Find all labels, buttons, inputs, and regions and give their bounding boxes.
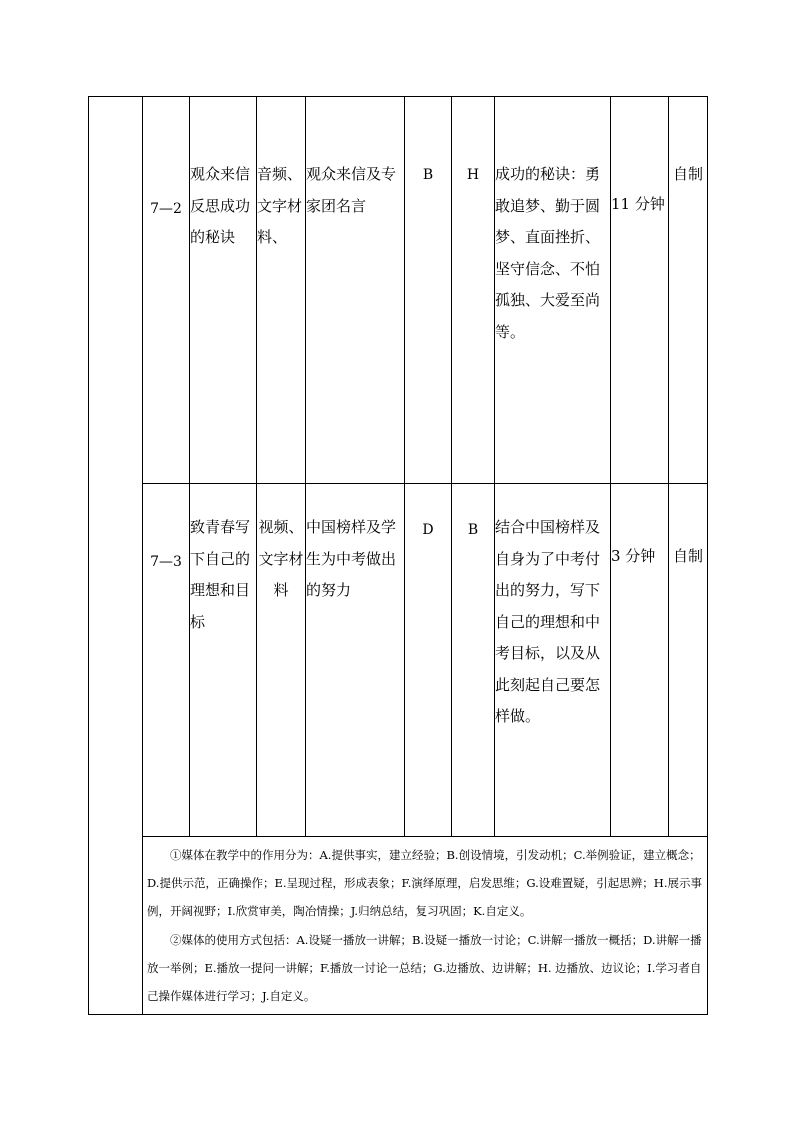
row-id: 7—2 [143,97,190,484]
media-content: 观众来信及专家团名言 [306,97,405,484]
media-plan-table [88,96,708,1015]
row-id: 7—3 [143,484,190,837]
notes-cell [143,837,708,1015]
expected-result: 结合中国榜样及自身为了中考付出的努力，写下自己的理想和中考目标，以及从此刻起自己要怎样做。 [495,484,611,837]
media-source: 自制 [669,97,708,484]
time-used: 11 分钟 [611,97,669,484]
teaching-content: 致青春写下自己的理想和目标 [190,484,257,837]
media-usage: B [452,484,495,837]
note-media-role: ①媒体在教学中的作用分为：A.提供事实，建立经验；B.创设情境，引发动机；C.举例验证，建立概念；D.提供示范，正确操作；E.呈现过程，形成表象；F.演绎原理，启发思维；G.设难置疑，引起思辨；H.展示事例，开阔视野；I.欣赏审美，陶冶情操；J.归纳总结，复习巩固；K.自定义。 [147,848,702,918]
media-content: 中国榜样及学生为中考做出的努力 [306,484,405,837]
media-type: 视频、文字材料 [257,484,306,837]
note-media-usage: ②媒体的使用方式包括：A.设疑一播放一讲解；B.设疑一播放一讨论；C.讲解一播放一概括；D.讲解一播放一举例；E.播放一提问一讲解；F.播放一讨论一总结；G.边播放、边讲解；H. 边播放、边议论；I.学习者自己操作媒体进行学习；J.自定义。 [147,933,702,1003]
media-source: 自制 [669,484,708,837]
time-used: 3 分钟 [611,484,669,837]
teaching-content: 观众来信反思成功的秘诀 [190,97,257,484]
media-role: D [405,484,452,837]
media-role: B [405,97,452,484]
table-row [89,484,708,837]
blank-left-column [89,97,143,1015]
media-usage: H [452,97,495,484]
table-row [89,97,708,484]
media-type: 音频、文字材料、 [257,97,306,484]
expected-result: 成功的秘诀：勇敢追梦、勤于圆梦、直面挫折、坚守信念、不怕孤独、大爱至尚等。 [495,97,611,484]
notes-row [89,837,708,1015]
